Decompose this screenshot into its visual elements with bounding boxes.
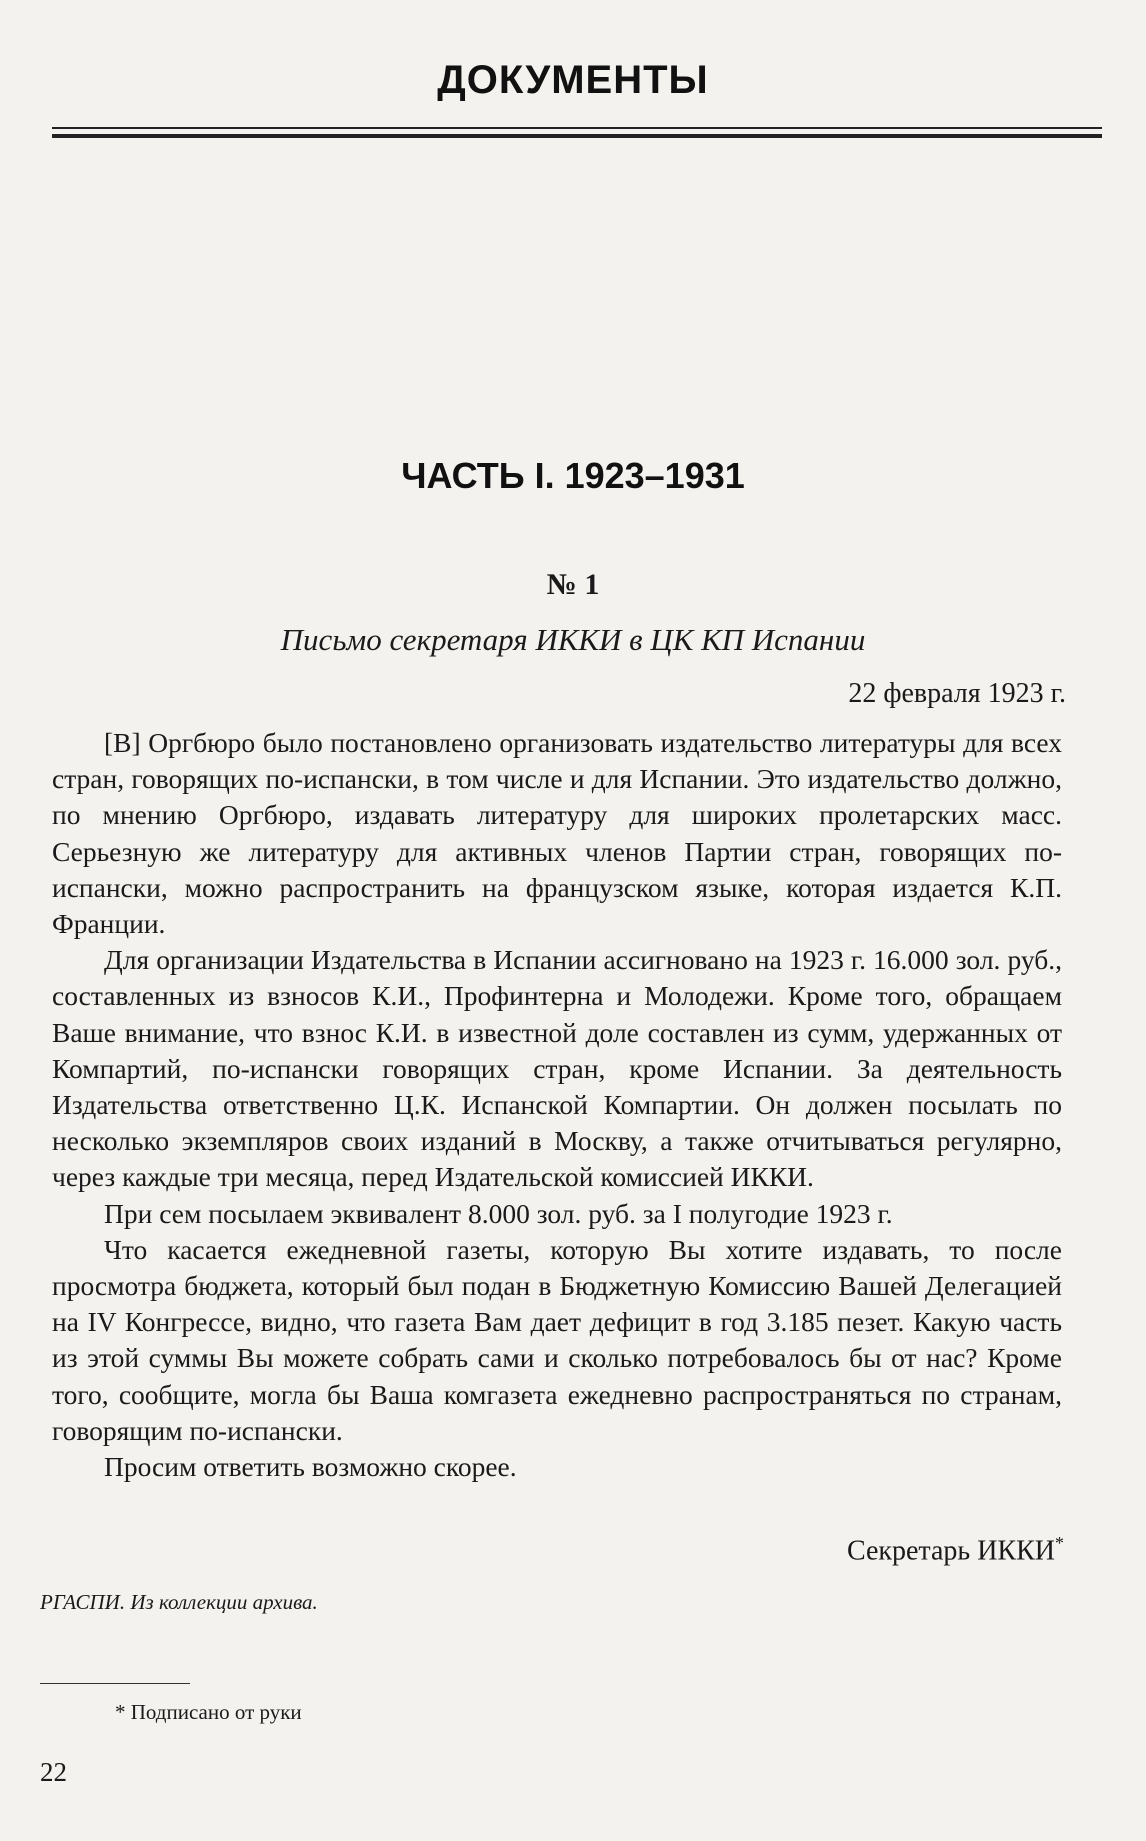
body-paragraph: Для организации Издательства в Испании ассигновано на 1923 г. 16.000 зол. руб., составленных из взносов К.И., Профинтерна и Молодежи. Кроме того, обращаем Ваше внимание, что взнос К.И. в известной доле составлен из сумм, удержанных от Компартий, по-испански говорящих стран, кроме Испании. За деятельность Издательства ответственно Ц.К. Испанской Компартии. Он должен посылать по несколько экземпляров своих изданий в Москву, а также отчитываться регулярно, через каждые три месяца, перед Издательской комиссией ИККИ.	[52, 944, 1062, 1193]
document-date: 22 февраля 1923 г.	[848, 678, 1066, 709]
body-paragraph: Просим ответить возможно скорее.	[104, 1451, 517, 1483]
section-header-title: ДОКУМЕНТЫ	[437, 58, 709, 102]
footnote-rule	[40, 1683, 190, 1684]
footnote: * Подписано от руки	[115, 1700, 302, 1724]
header-rule-thick	[52, 134, 1102, 138]
document-title: Письмо секретаря ИККИ в ЦК КП Испании	[280, 622, 866, 657]
page-number: 22	[40, 1757, 67, 1787]
body-paragraph: Что касается ежедневной газеты, которую Вы хотите издавать, то после просмотра бюджета, который был подан в Бюджетную Комиссию Вашей Делегацией на IV Конгрессе, видно, что газета Вам дает дефицит в год 3.185 пезет. Какую часть из этой суммы Вы можете собрать сами и сколько потребовалось бы от нас? Кроме того, сообщите, могла бы Ваша комгазета ежедневно распространяться по странам, говорящим по-испански.	[52, 1233, 1062, 1446]
body-paragraph: При сем посылаем эквивалент 8.000 зол. руб. за I полугодие 1923 г.	[104, 1197, 893, 1229]
signature	[847, 1533, 1064, 1567]
archive-source: РГАСПИ. Из коллекции архива.	[40, 1590, 318, 1614]
part-title: ЧАСТЬ I. 1923–1931	[401, 455, 745, 496]
document-number: № 1	[546, 568, 600, 601]
signature-text: Секретарь ИККИ	[846, 1535, 1055, 1567]
footnote-marker: *	[1055, 1533, 1064, 1553]
document-body	[52, 725, 1062, 1485]
header-rule-thin	[52, 127, 1102, 129]
body-paragraph: [В] Оргбюро было постановлено организовать издательство литературы для всех стран, говорящих по-испански, в том числе и для Испании. Это издательство должно, по мнению Оргбюро, издавать литературу для широких пролетарских масс. Серьезную же литературу для активных членов Партии стран, говорящих по-испански, можно распространить на французском языке, которая издается К.П. Франции.	[52, 727, 1062, 940]
